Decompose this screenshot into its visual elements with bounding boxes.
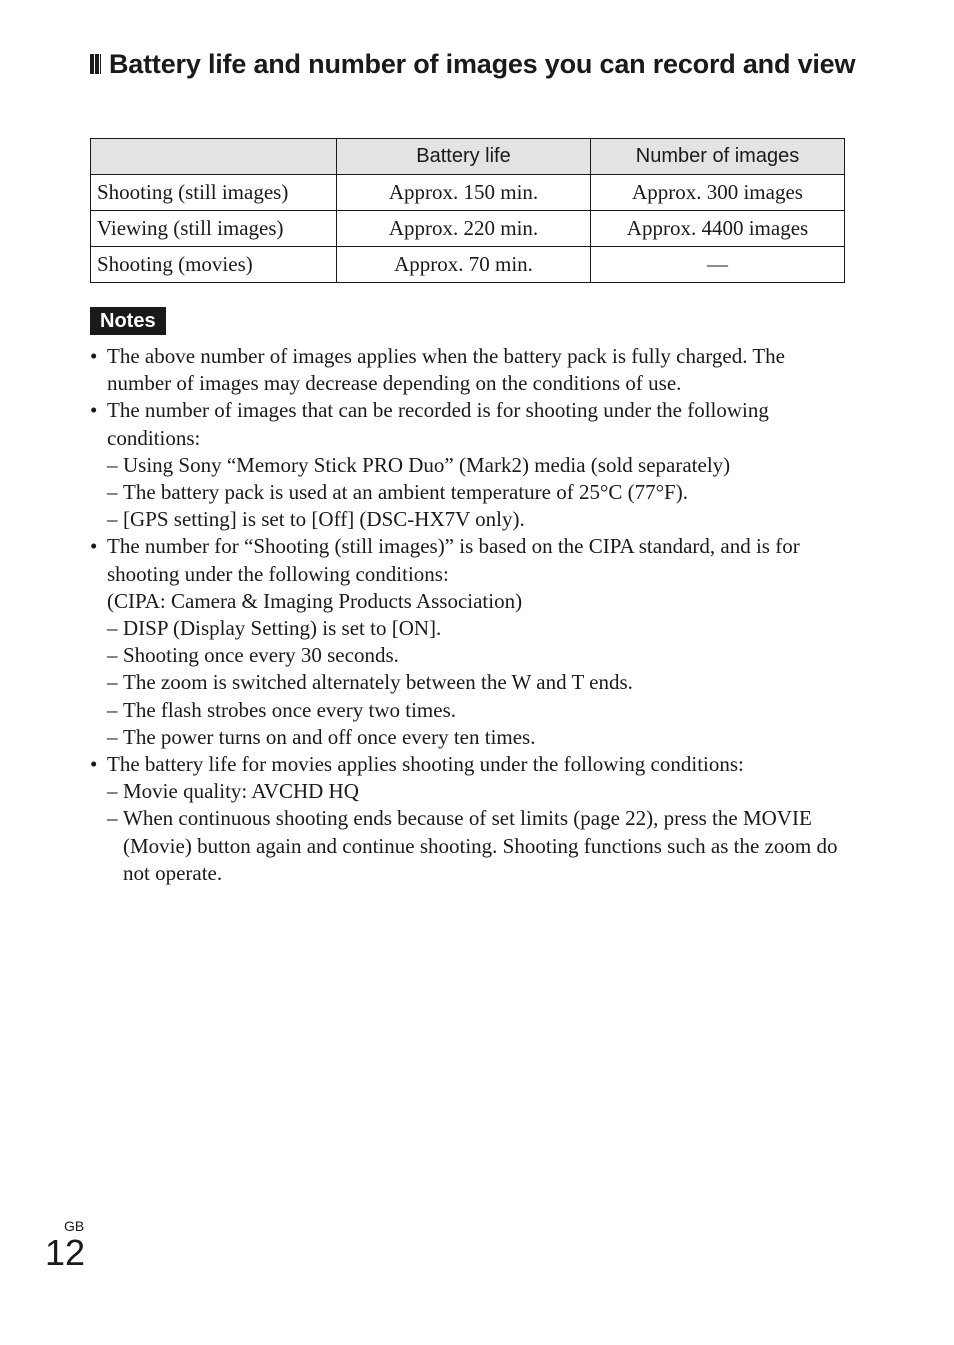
table-header-row — [91, 139, 845, 175]
section-heading — [90, 48, 860, 80]
dash-icon: – — [107, 697, 118, 722]
table-row-label: Viewing (still images) — [91, 211, 337, 247]
note-subitem — [107, 669, 850, 696]
table-cell: Approx. 220 min. — [337, 211, 591, 247]
bullet-icon: • — [90, 752, 98, 777]
note-subitem — [107, 615, 850, 642]
table-header-cell — [91, 139, 337, 175]
note-subitem — [107, 697, 850, 724]
note-text: The battery life for movies applies shooting under the following conditions: — [107, 752, 744, 777]
bullet-icon: • — [90, 398, 98, 423]
note-item — [90, 343, 850, 397]
table-cell: — — [591, 247, 845, 283]
note-extra-text: (CIPA: Camera & Imaging Products Association) — [107, 588, 523, 613]
note-text: The number of images that can be recorded is for shooting under the following conditions: — [107, 398, 769, 450]
dash-icon: – — [107, 616, 118, 641]
table-row — [91, 175, 845, 211]
table-row-label: Shooting (movies) — [91, 247, 337, 283]
note-subitem-text: Movie quality: AVCHD HQ — [123, 779, 359, 804]
table-cell: Approx. 4400 images — [591, 211, 845, 247]
table-header-cell: Battery life — [337, 139, 591, 175]
note-subitem — [107, 642, 850, 669]
page-number: 12 — [45, 1232, 86, 1273]
note-subitem — [107, 724, 850, 751]
table-row — [91, 211, 845, 247]
table-cell: Approx. 150 min. — [337, 175, 591, 211]
note-item — [90, 533, 850, 751]
dash-icon: – — [107, 724, 118, 749]
note-subitem-text: DISP (Display Setting) is set to [ON]. — [123, 616, 442, 641]
note-subitem-text: The battery pack is used at an ambient temperature of 25°C (77°F). — [123, 480, 688, 505]
bullet-icon: • — [90, 534, 98, 559]
bullet-icon: • — [90, 344, 98, 368]
note-subitem-text: When continuous shooting ends because of set limits (page 22), press the MOVIE (Movie) button again and continue shooting. Shooting functions such as the zoom do not operate. — [123, 806, 838, 885]
note-subitem-text: The flash strobes once every two times. — [123, 697, 456, 722]
note-subitem — [107, 452, 850, 479]
note-text: The number for “Shooting (still images)” is based on the CIPA standard, and is for shooting under the following conditions: — [107, 534, 800, 586]
note-subitem-text: Using Sony “Memory Stick PRO Duo” (Mark2) media (sold separately) — [123, 452, 731, 477]
note-item — [90, 397, 850, 533]
table-cell: Approx. 300 images — [591, 175, 845, 211]
notes-list — [90, 343, 850, 887]
note-subitem-text: The zoom is switched alternately between the W and T ends. — [123, 670, 633, 695]
table-header-cell: Number of images — [591, 139, 845, 175]
section-heading-text: Battery life and number of images you can record and view — [109, 49, 856, 79]
page-region-code: GB — [64, 1218, 85, 1234]
notes-badge: Notes — [90, 307, 166, 335]
dash-icon: – — [107, 480, 118, 505]
note-subitem — [107, 479, 850, 506]
note-subitem-text: Shooting once every 30 seconds. — [123, 643, 399, 668]
table-row-label: Shooting (still images) — [91, 175, 337, 211]
battery-life-table — [90, 138, 845, 283]
note-text: The above number of images applies when the battery pack is fully charged. The number of images may decrease depending on the conditions of use. — [107, 344, 785, 396]
dash-icon: – — [107, 806, 118, 831]
dash-icon: – — [107, 643, 118, 668]
heading-marker-icon — [90, 54, 101, 74]
dash-icon: – — [107, 779, 118, 804]
table-row — [91, 247, 845, 283]
dash-icon: – — [107, 670, 118, 695]
note-subitem — [107, 805, 850, 887]
note-subitem-text: The power turns on and off once every ten times. — [123, 724, 536, 749]
note-item — [90, 751, 850, 887]
dash-icon: – — [107, 507, 118, 532]
note-subitem — [107, 506, 850, 533]
dash-icon: – — [107, 452, 118, 477]
table-cell: Approx. 70 min. — [337, 247, 591, 283]
note-subitem-text: [GPS setting] is set to [Off] (DSC-HX7V only). — [123, 507, 525, 532]
note-subitem — [107, 778, 850, 805]
